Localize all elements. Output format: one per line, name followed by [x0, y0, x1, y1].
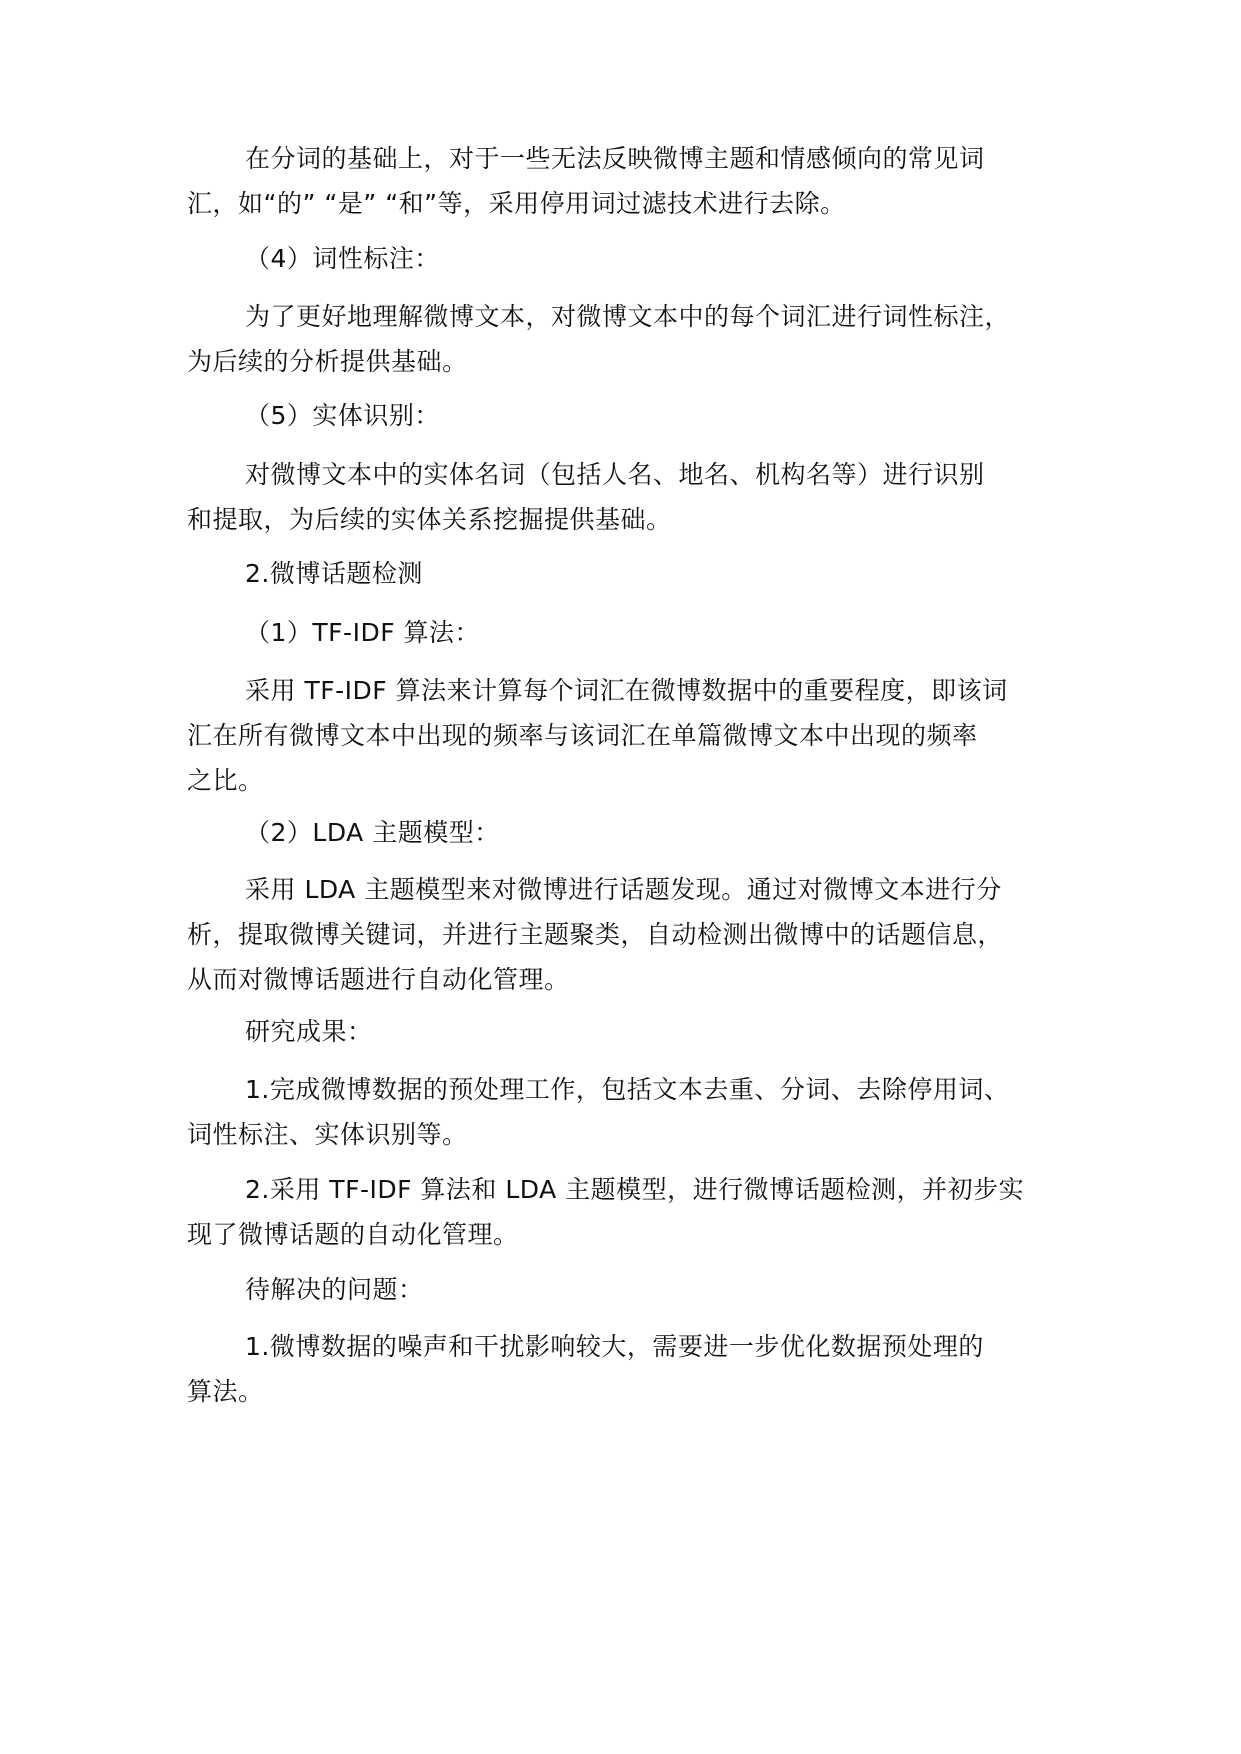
paragraph-issues-heading: [187, 1267, 1067, 1312]
text-line: 析，提取微博关键词，并进行主题聚类，自动检测出微博中的话题信息，: [187, 920, 1004, 949]
paragraph-pos-tagging-heading: [187, 236, 1067, 281]
text-line: 采用 LDA 主题模型来对微博进行话题发现。通过对微博文本进行分: [245, 875, 1002, 904]
text-line: 为后续的分析提供基础。: [187, 347, 468, 376]
paragraph-ner-heading: [187, 393, 1067, 438]
text-line: 采用 TF-IDF 算法来计算每个词汇在微博数据中的重要程度，即该词: [245, 676, 1008, 705]
text-line: 词性标注、实体识别等。: [187, 1120, 468, 1149]
text-line: 待解决的问题：: [245, 1275, 424, 1304]
text-line: （5）实体识别：: [245, 401, 440, 430]
text-line: 现了微博话题的自动化管理。: [187, 1220, 519, 1249]
text-line: 汇在所有微博文本中出现的频率与该词汇在单篇微博文本中出现的频率: [187, 721, 978, 750]
paragraph-result-2: [187, 1167, 1067, 1257]
paragraph-pos-tagging-desc: [187, 294, 1067, 384]
text-line: 和提取，为后续的实体关系挖掘提供基础。: [187, 505, 672, 534]
paragraph-results-heading: [187, 1009, 1067, 1054]
text-line: 2.采用 TF-IDF 算法和 LDA 主题模型，进行微博话题检测，并初步实: [245, 1175, 1025, 1204]
paragraph-tfidf-desc: [187, 668, 1067, 803]
text-line: 汇，如“的” “是” “和”等，采用停用词过滤技术进行去除。: [187, 189, 846, 218]
text-line: 2.微博话题检测: [245, 559, 423, 588]
paragraph-result-1: [187, 1067, 1067, 1157]
text-line: 算法。: [187, 1377, 264, 1406]
paragraph-tfidf-heading: [187, 610, 1067, 655]
text-line: 1.微博数据的噪声和干扰影响较大，需要进一步优化数据预处理的: [245, 1332, 984, 1361]
text-line: （1）TF-IDF 算法：: [245, 618, 481, 647]
paragraph-stopword-desc: [187, 136, 1067, 226]
paragraph-ner-desc: [187, 452, 1067, 542]
text-line: 从而对微博话题进行自动化管理。: [187, 965, 570, 994]
paragraph-topic-detection-heading: [187, 551, 1067, 596]
text-line: 研究成果：: [245, 1017, 373, 1046]
text-line: （4）词性标注：: [245, 244, 440, 273]
text-line: 之比。: [187, 766, 264, 795]
paragraph-lda-heading: [187, 810, 1067, 855]
text-line: 对微博文本中的实体名词（包括人名、地名、机构名等）进行识别: [245, 460, 985, 489]
text-line: 为了更好地理解微博文本，对微博文本中的每个词汇进行词性标注，: [245, 302, 1011, 331]
text-line: 1.完成微博数据的预处理工作，包括文本去重、分词、去除停用词、: [245, 1075, 1010, 1104]
text-line: 在分词的基础上，对于一些无法反映微博主题和情感倾向的常见词: [245, 144, 985, 173]
paragraph-issue-1: [187, 1324, 1067, 1414]
text-line: （2）LDA 主题模型：: [245, 818, 500, 847]
paragraph-lda-desc: [187, 867, 1067, 1002]
